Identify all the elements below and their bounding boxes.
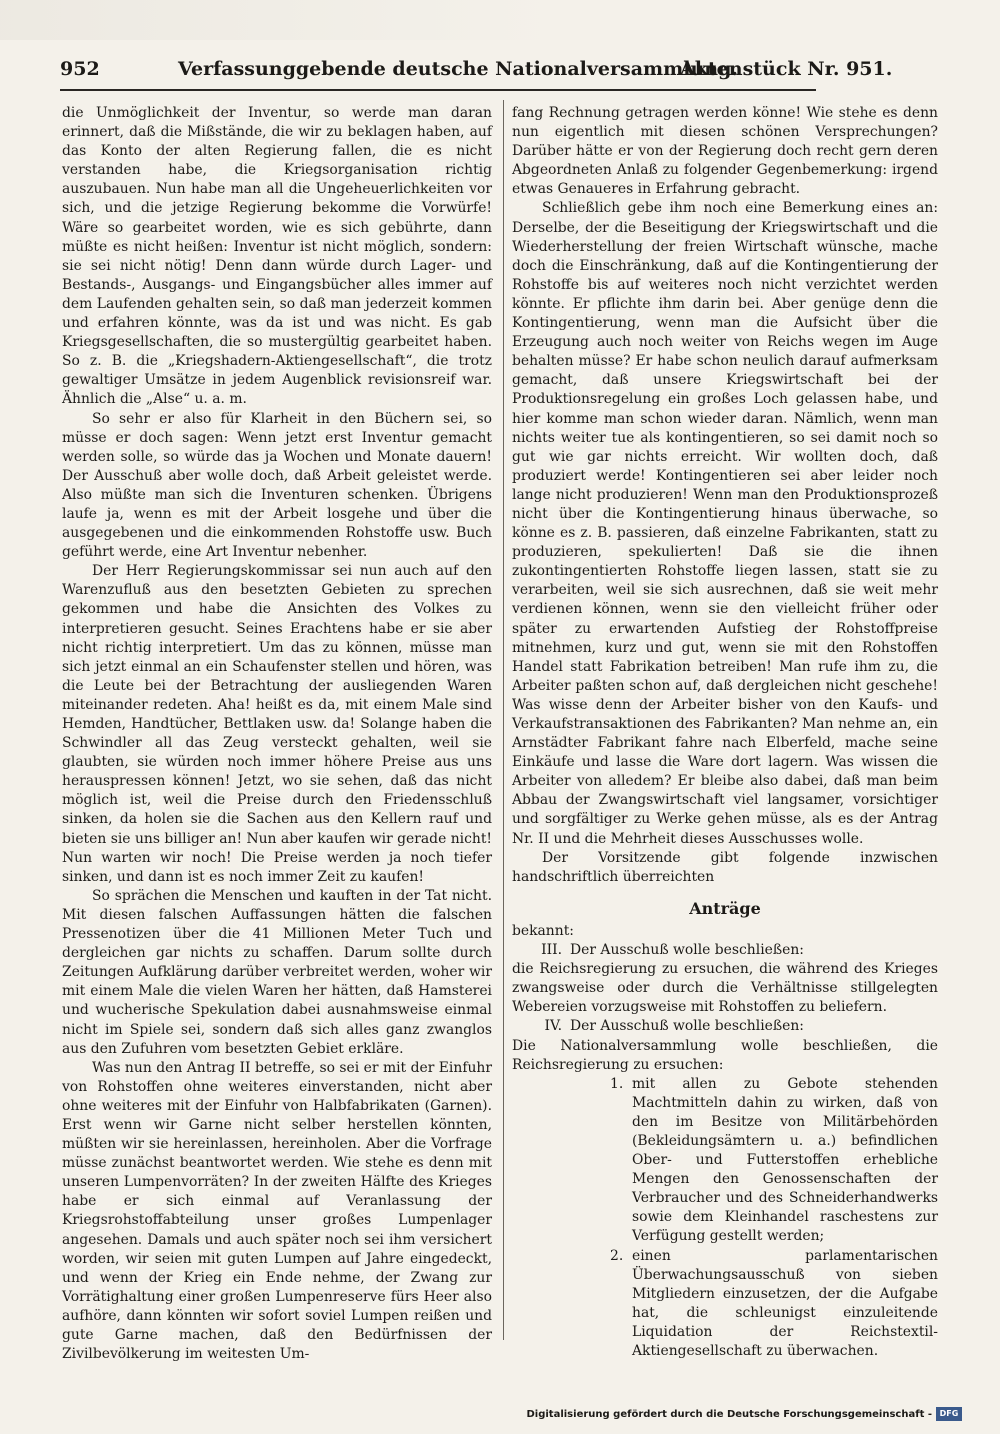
left-column [62, 104, 492, 1364]
paragraph: fang Rechnung getragen werden könne! Wie stehe es denn nun eigentlich mit diesen schönen Versprechungen? Darüber hätte er von der Regierung doch recht gern deren Abgeordneten Anlaß zu folgender Gegenbemerkung: irgend etwas Genaueres in Erfahrung gebracht. [512, 105, 938, 198]
dfg-logo: DFG [936, 1407, 962, 1421]
section-heading: Anträge [689, 898, 761, 918]
motion-item [610, 1075, 938, 1247]
paragraph: Schließlich gebe ihm noch eine Bemerkung eines an: Derselbe, der die Beseitigung der Kriegswirtschaft und die Wiederherstellung der freien Wirtschaft wünsche, mache doch die Einschränkung, daß auf die Kontingentierung der Rohstoffe bis auf weiteres noch nicht verzichtet werden könnte. Er pflichte ihm darin bei. Aber genüge denn die Kontingentierung, wenn man die Aufsicht über die Erzeugung auch noch weiter von Reichs wegen im Auge behalten müsse? Er habe schon neulich darauf aufmerksam gemacht, daß unsere Kriegswirtschaft bei der Produktionsregelung ein großes Loch gelassen habe, und hier komme man schon wieder daran. Nämlich, wenn man nichts weiter tue als kontingentieren, so sei damit noch so gut wie gar nichts erreicht. Wir wollten doch, daß produziert werde! Kontingentieren sei aber leider noch lange nicht produzieren! Wenn man den Produktionsprozeß nicht über die Kontingentierung hinaus überwache, so könne es z. B. passieren, daß einzelne Fabrikanten, statt zu produzieren, spekulierten! Daß sie die ihnen zukontingentierten Rohstoffe liegen lassen, statt sie zu verarbeiten, weil sie sich ausrechnen, daß sie weit mehr verdienen können, wenn sie den vielleicht früher oder später zu erwartenden Aufstieg der Rohstoffpreise mitnehmen, kurz und gut, wenn sie mit den Rohstoffen Handel statt Fabrikation betreiben! Man rufe ihm zu, die Arbeiter paßten schon auf, daß dergleichen nicht geschehe! Was wisse denn der Arbeiter bisher von den Kaufs- und Verkaufstransaktionen des Fabrikanten? Man nehme an, ein Arnstädter Fabrikant fahre nach Elberfeld, mache seine Einkäufe und lasse die Ware dort lagern. Was wissen die Arbeiter von alledem? Er bleibe also dabei, daß man beim Abbau der Zwangswirtschaft viel langsamer, vorsichtiger und sorgfältiger zu Werke gehen müsse, als es der Antrag Nr. II und die Mehrheit dieses Ausschusses wolle. [512, 200, 938, 847]
item-text: einen parlamentarischen Überwachungsausschuß von sieben Mitgliedern einzusetzen, der die Aufgabe hat, die schleunigst einzuleitende Liquidation der Reichstextil-Aktiengesellschaft zu überwachen. [632, 1247, 938, 1359]
motion-body: Die Nationalversammlung wolle beschließen, die Reichsregierung zu ersuchen: [512, 1037, 938, 1073]
item-number: 2. [610, 1247, 624, 1264]
paragraph: Der Vorsitzende gibt folgende inzwischen handschriftlich überreichten [512, 849, 938, 885]
paragraph: die Unmöglichkeit der Inventur, so werde man daran erinnert, daß die Mißstände, die wir zu beklagen haben, auf das Konto der alten Regierung fallen, die es nicht verstanden habe, die Kriegsorganisation richtig auszubauen. Nun habe man all die Ungeheuerlichkeiten vor sich, und die jetzige Regierung bekomme die Vorwürfe! Wäre so gearbeitet worden, wie es sich gebührte, dann müßte es nicht heißen: Inventur ist nicht möglich, sondern: sie sei nicht nötig! Denn dann würde durch Lager- und Bestands-, Ausgangs- und Eingangsbücher alles immer auf dem Laufenden gehalten sein, so daß man jederzeit kommen und erfahren könnte, was da ist und was nicht. Es gab Kriegsgesellschaften, die so mustergültig gearbeitet haben. So z. B. die „Kriegshadern-Aktiengesellschaft“, die trotz gewaltiger Umsätze in jedem Augenblick revisionsreif war. Ähnlich die „Alse“ u. a. m. [62, 105, 492, 408]
motion-number: III. [541, 942, 562, 959]
motion-number: IV. [544, 1018, 562, 1035]
document-reference: Aktenstück Nr. 951. [680, 58, 893, 80]
scan-shading [0, 0, 560, 40]
right-column [512, 104, 938, 1361]
credit-text: Digitalisierung gefördert durch die Deutsche Forschungsgemeinschaft - [526, 1408, 932, 1420]
motion-item [610, 1247, 938, 1362]
page-number: 952 [60, 58, 100, 80]
running-title: Verfassunggebende deutsche Nationalversammlung. [178, 58, 738, 80]
paragraph: Was nun den Antrag II betreffe, so sei er mit der Einfuhr von Rohstoffen ohne weiteres einverstanden, nicht aber ohne weiteres mit der Einfuhr von Halbfabrikaten (Garnen). Erst wenn wir Garne nicht selber herstellen könnten, müßten wir sie hereinlassen, hereinholen. Aber die Vorfrage müsse zunächst beantwortet werden. Wie stehe es denn mit unseren Lumpenvorräten? In der zweiten Hälfte des Krieges habe er sich einmal auf Veranlassung der Kriegsrohstoffabteilung unser großes Lumpenlager angesehen. Damals und auch später noch sei ihm versichert worden, wir seien mit guten Lumpen auf Jahre eingedeckt, und wenn der Krieg ein Ende nehme, der Zwang zur Vorrätighaltung einer großen Lumpenreserve fürs Heer also aufhöre, dann könnten wir sofort soviel Lumpen reißen und gute Garne machen, daß den Bedürfnissen der Zivilbevölkerung im weitesten Um- [62, 1059, 492, 1363]
motion-body: die Reichsregierung zu ersuchen, die während des Krieges zwangsweise oder durch die Verhältnisse stillgelegten Webereien vorzugsweise mit Rohstoffen zu beliefern. [512, 961, 938, 1016]
item-number: 1. [610, 1075, 624, 1092]
motion-lead: Der Ausschuß wolle beschließen: [570, 1018, 804, 1035]
bekannt-label: bekannt: [512, 922, 574, 939]
paragraph: So sehr er also für Klarheit in den Büchern sei, so müsse er doch sagen: Wenn jetzt erst Inventur gemacht werden solle, so würde das ja Wochen und Monate dauern! Der Ausschuß aber wolle doch, daß Arbeit geleistet werde. Also müßte man sich die Inventuren schenken. Übrigens laufe ja, wenn es mit der Arbeit losgehe und über die ausgegebenen und die einkommenden Rohstoffe usw. Buch geführt werde, eine Art Inventur nebenher. [62, 410, 492, 561]
page-header [60, 58, 893, 86]
digitization-credit [526, 1407, 962, 1421]
motion-iii [512, 941, 938, 960]
paragraph: Der Herr Regierungskommissar sei nun auch auf den Warenzufluß aus den besetzten Gebieten zu sprechen gekommen und habe die Ansichten des Volkes zu interpretieren gesucht. Seines Erachtens habe er sie aber nicht richtig interpretiert. Um das zu können, müsse man sich jetzt einmal an ein Schaufenster stellen und hören, was die Leute bei der Betrachtung der ausliegenden Waren miteinander redeten. Aha! heißt es da, mit einem Male sind Hemden, Handtücher, Bettlaken usw. da! Solange haben die Schwindler all das Zeug versteckt gehalten, weil sie glaubten, sie würden noch immer höhere Preise aus uns herauspressen können! Jetzt, wo sie sehen, daß das nicht möglich ist, weil die Preise durch den Friedensschluß sinken, da holen sie die Sachen aus den Kellern rauf und bieten sie uns billiger an! Nun aber kaufen wir gerade nicht! Nun warten wir noch! Die Preise werden ja noch tiefer sinken, und dann ist es noch immer Zeit zu kaufen! [62, 563, 492, 885]
paragraph: So sprächen die Menschen und kauften in der Tat nicht. Mit diesen falschen Auffassungen hätten die falschen Pressenotizen über die 41 Millionen Meter Tuch und dergleichen gar nichts zu schaffen. Darum sollte durch Zeitungen Aufklärung darüber verbreitet werden, woher wir mit einem Male die vielen Waren her hätten, daß Hamsterei und wucherische Spekulation dabei ausnahmsweise einmal nicht im Spiele sei, sondern daß sich alles ganz zwanglos aus den Zufuhren vom besetzten Gebiet erkläre. [62, 887, 492, 1057]
column-divider [503, 100, 504, 1340]
motion-lead: Der Ausschuß wolle beschließen: [570, 942, 804, 959]
motion-iv [512, 1017, 938, 1036]
header-rule [60, 89, 816, 91]
item-text: mit allen zu Gebote stehenden Machtmitteln dahin zu wirken, daß von den im Besitze von Militärbehörden (Bekleidungsämtern u. a.) befindlichen Ober- und Futterstoffen erhebliche Mengen den Genossenschaften der Verbraucher und des Schneiderhandwerks sowie dem Kleinhandel raschestens zur Verfügung gestellt werden; [632, 1075, 938, 1245]
